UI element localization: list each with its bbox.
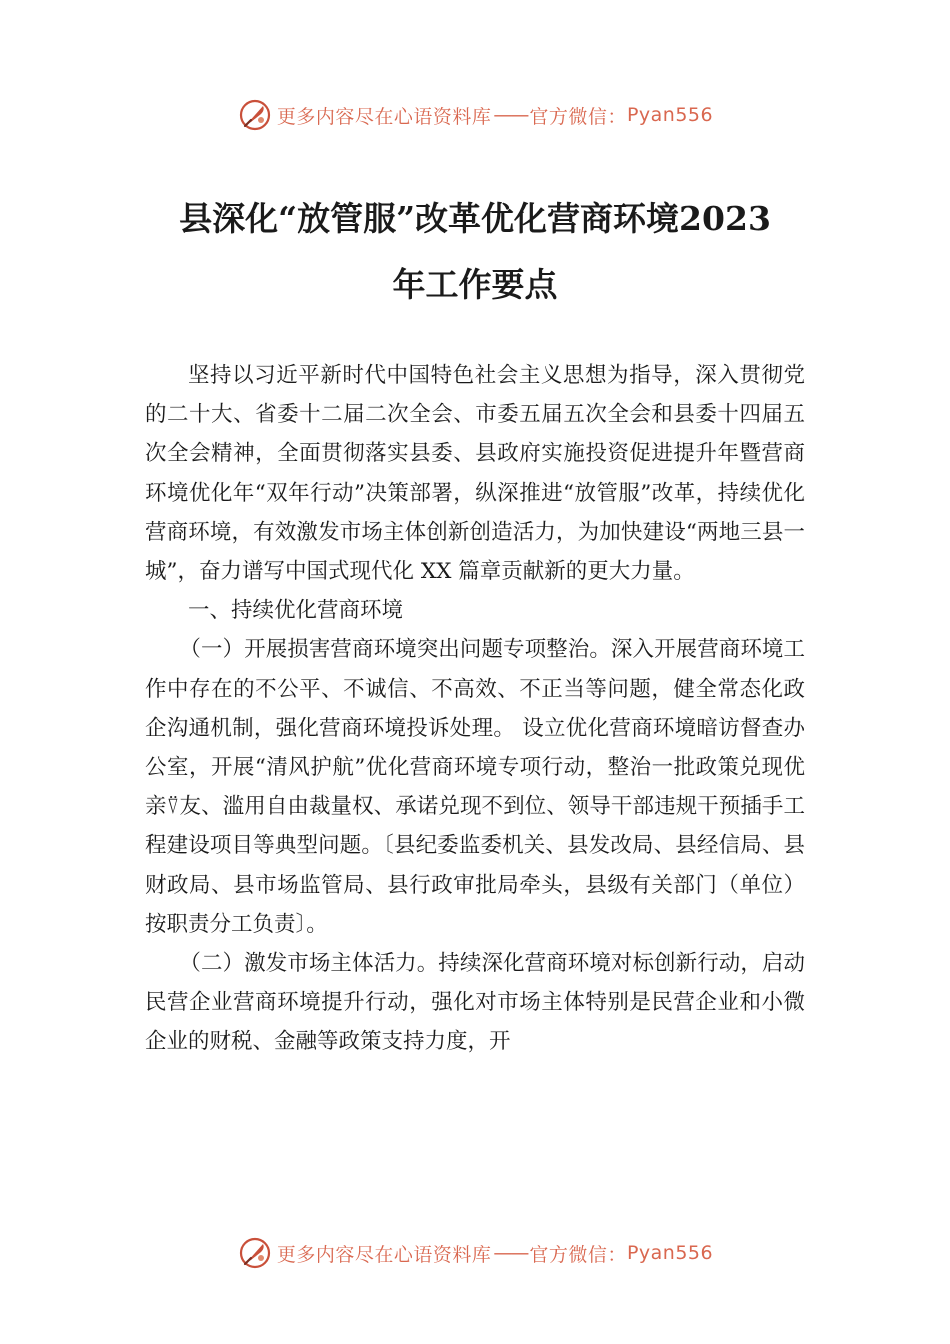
watermark-wechat-id: Pyan556: [626, 1242, 714, 1264]
item-paragraph-1: （一）开展损害营商环境突出问题专项整治。深入开展营商环境工作中存在的不公平、不诚信、不高效、不正当等问题，健全常态化政企沟通机制，强化营商环境投诉处理。 设立优化营商环境暗访督查办公室，开展“清风护航”优化营商环境专项行动，整治一批政策兑现优亲⍢友、滥用自由裁量权、承诺兑现不到位、领导干部违规干预插手工程建设项目等典型问题。〔县纪委监委机关、县发改局、县经信局、县财政局、县市场监管局、县行政审批局牵头，县级有关部门（单位）按职责分工负责〕。: [145, 637, 805, 937]
title-line-1: 县深化“放管服”改革优化营商环境2023: [179, 199, 771, 238]
watermark-dash: ——: [493, 104, 528, 126]
watermark-wechat-label: 官方微信：: [529, 1243, 627, 1266]
quill-logo-icon: [237, 97, 273, 133]
header-watermark: [0, 95, 950, 135]
section-heading-1: 一、持续优化营商环境: [188, 598, 404, 624]
item-paragraph-2: （二）激发市场主体活力。持续深化营商环境对标创新行动，启动民营企业营商环境提升行动，强化对市场主体特别是民营企业和小微企业的财税、金融等政策支持力度，开: [145, 951, 805, 1055]
document-body: [145, 356, 805, 1062]
document-title: [100, 186, 850, 318]
watermark-brand: [237, 1235, 713, 1271]
watermark-site: 更多内容尽在心语资料库: [276, 105, 492, 128]
watermark-wechat-label: 官方微信：: [529, 105, 627, 128]
intro-paragraph: 坚持以习近平新时代中国特色社会主义思想为指导，深入贯彻党的二十大、省委十二届二次全会、市委五届五次全会和县委十四届五次全会精神，全面贯彻落实县委、县政府实施投资促进提升年暨营商环境优化年“双年行动”决策部署，纵深推进“放管服”改革，持续优化营商环境，有效激发市场主体创新创造活力，为加快建设“两地三县一城”，奋力谱写中国式现代化 XX 篇章贡献新的更大力量。: [145, 363, 805, 585]
watermark-dash: ——: [493, 1242, 528, 1264]
watermark-site: 更多内容尽在心语资料库: [276, 1243, 492, 1266]
watermark-wechat-id: Pyan556: [626, 104, 714, 126]
watermark-brand: [237, 97, 713, 133]
footer-watermark: [0, 1233, 950, 1273]
title-line-2: 年工作要点: [392, 265, 558, 304]
quill-logo-icon: [237, 1235, 273, 1271]
